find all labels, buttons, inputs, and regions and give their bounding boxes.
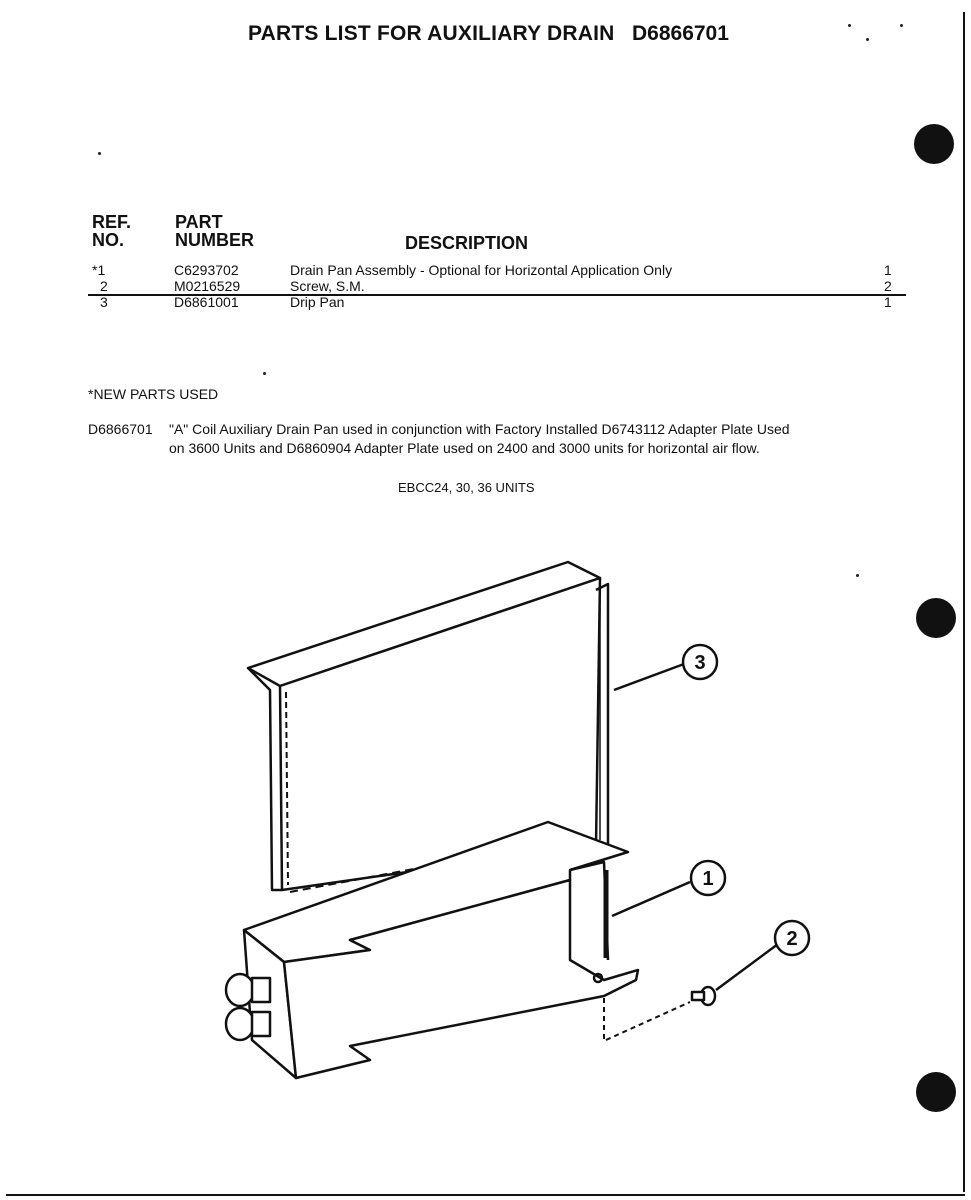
scan-speck (866, 38, 869, 41)
binder-hole (914, 124, 954, 164)
units-caption: EBCC24, 30, 36 UNITS (398, 480, 535, 495)
description-cell: Drain Pan Assembly - Optional for Horizontal Application Only (290, 262, 673, 278)
scan-speck (263, 372, 266, 375)
callout-2-label: 2 (786, 928, 798, 950)
quantity-cell: 1 (884, 294, 892, 310)
column-header-part-line2: NUMBER (175, 230, 254, 250)
ref-cell: *1 (92, 262, 106, 278)
scan-speck (98, 152, 101, 155)
quantity-cell: 1 (884, 262, 892, 278)
page-edge-bottom (6, 1194, 965, 1196)
new-parts-note: *NEW PARTS USED (88, 386, 219, 402)
scan-speck (856, 574, 859, 577)
description-cell: Screw, S.M. (290, 278, 365, 294)
callout-1-label: 1 (702, 868, 714, 890)
column-header-ref-line2: NO. (92, 230, 125, 250)
ref-cell: 2 (100, 278, 108, 294)
column-header-part-line1: PART (175, 212, 223, 232)
document-number: D6866701 (632, 22, 729, 45)
binder-hole (916, 598, 956, 638)
part-number-cell: D6861001 (174, 294, 239, 310)
description-cell: Drip Pan (290, 294, 345, 310)
note-reference-code: D6866701 (88, 421, 153, 437)
part-number-cell: M0216529 (174, 278, 241, 294)
note-line-1: "A" Coil Auxiliary Drain Pan used in conjunction with Factory Installed D6743112 Adapter Plate Used (169, 421, 790, 437)
screw-illustration (604, 987, 715, 1040)
quantity-cell: 2 (884, 278, 892, 294)
part-number-cell: C6293702 (174, 262, 239, 278)
note-line-2: on 3600 Units and D6860904 Adapter Plate used on 2400 and 3000 units for horizontal air flow. (169, 440, 760, 456)
scan-speck (900, 24, 903, 27)
ref-cell: 3 (100, 294, 108, 310)
binder-hole (916, 1072, 956, 1112)
column-header-ref-line1: REF. (92, 212, 132, 232)
callout-3-label: 3 (694, 652, 706, 674)
page-edge-right (963, 12, 965, 1192)
page-title: PARTS LIST FOR AUXILIARY DRAIN (248, 22, 615, 45)
column-header-description: DESCRIPTION (405, 233, 529, 253)
scan-speck (848, 24, 851, 27)
